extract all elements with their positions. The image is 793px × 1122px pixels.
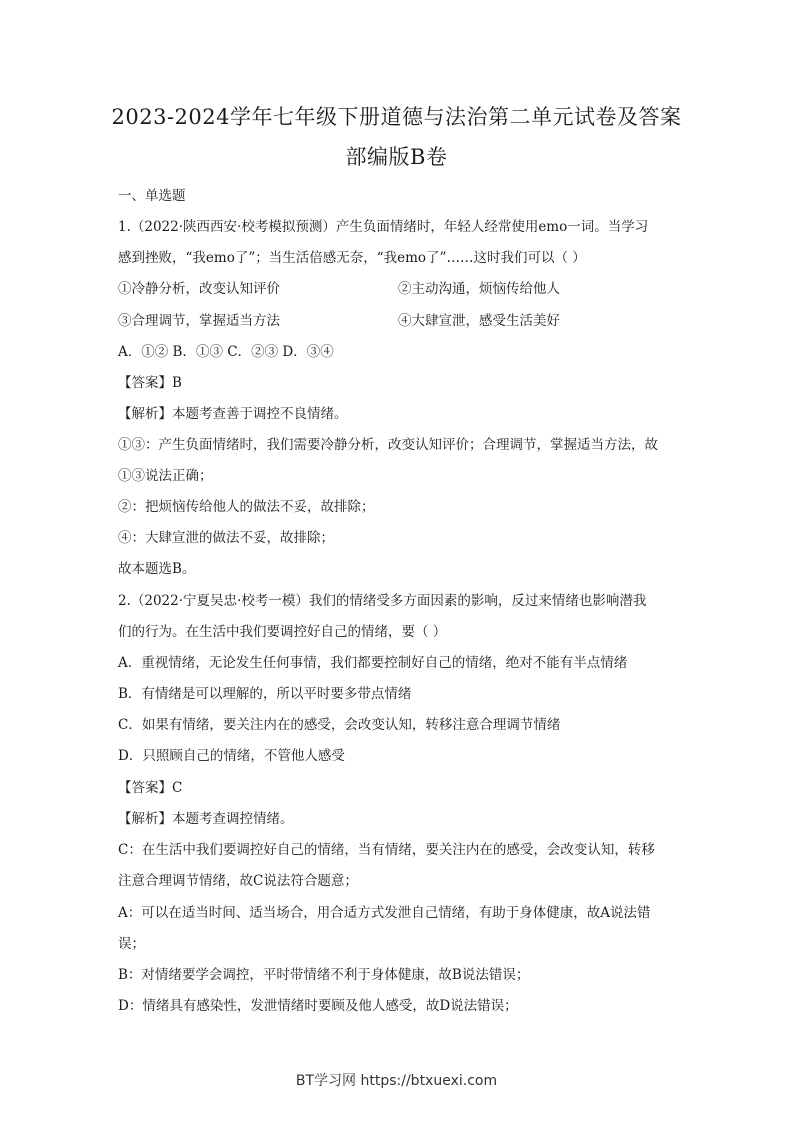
q1-choices: A．①② B．①③ C．②③ D．③④ (118, 344, 334, 360)
q1-analysis-line1: 【解析】本题考查善于调控不良情绪。 (118, 406, 348, 422)
q2-analysis-line1: 【解析】本题考查调控情绪。 (118, 811, 294, 827)
q1-stem-line1: 1.（2022·陕西西安·校考模拟预测）产生负面情绪时，年轻人经常使用emo一词。当学习 (118, 219, 649, 235)
q2-option-c: C．如果有情绪，要关注内在的感受，会改变认知，转移注意合理调节情绪 (118, 717, 561, 733)
q2-analysis-line4: A：可以在适当时间、适当场合，用合适方式发泄自己情绪，有助于身体健康，故A说法错 (118, 905, 651, 921)
q2-stem-line1: 2.（2022·宁夏吴忠·校考一模）我们的情绪受多方面因素的影响，反过来情绪也影响潜我 (118, 593, 647, 609)
q1-analysis-line3: ①③说法正确； (118, 468, 213, 484)
q2-analysis-line7: D：情绪具有感染性，发泄情绪时要顾及他人感受，故D说法错误； (118, 998, 518, 1014)
section-heading: 一、单选题 (118, 188, 186, 204)
q2-analysis-line6: B：对情绪要学会调控，平时带情绪不利于身体健康，故B说法错误； (118, 967, 530, 983)
q2-analysis-line2: C：在生活中我们要调控好自己的情绪，当有情绪，要关注内在的感受，会改变认知，转移 (118, 842, 655, 858)
q2-stem-line2: 们的行为。在生活中我们要调控好自己的情绪，要（ ） (118, 624, 447, 640)
q2-option-b: B．有情绪是可以理解的，所以平时要多带点情绪 (118, 686, 412, 702)
q1-option-1: ①冷静分析，改变认知评价 (118, 281, 280, 297)
doc-title-line1: 2023-2024学年七年级下册道德与法治第二单元试卷及答案 (111, 105, 682, 129)
q2-option-d: D．只照顾自己的情绪，不管他人感受 (118, 748, 345, 764)
q2-analysis-line3: 注意合理调节情绪，故C说法符合题意； (118, 873, 358, 889)
q1-answer: 【答案】B (118, 375, 182, 391)
q2-analysis-line5: 误； (118, 936, 145, 952)
q1-option-4: ④大肆宣泄，感受生活美好 (398, 313, 560, 329)
q1-analysis-line6: 故本题选B。 (118, 561, 196, 577)
q1-option-2: ②主动沟通，烦恼传给他人 (398, 281, 560, 297)
q1-analysis-line2: ①③：产生负面情绪时，我们需要冷静分析，改变认知评价；合理调节，掌握适当方法，故 (118, 437, 658, 453)
q2-answer: 【答案】C (118, 780, 183, 796)
doc-title-line2: 部编版B卷 (345, 145, 448, 169)
q1-stem-line2: 感到挫败，“我emo了”；当生活倍感无奈，“我emo了”……这时我们可以（ ） (118, 250, 586, 266)
q1-option-3: ③合理调节，掌握适当方法 (118, 313, 280, 329)
q1-analysis-line5: ④：大肆宣泄的做法不妥，故排除； (118, 530, 334, 546)
footer-watermark: BT学习网 https://btxuexi.com (295, 1073, 498, 1089)
q2-option-a: A．重视情绪，无论发生任何事情，我们都要控制好自己的情绪，绝对不能有半点情绪 (118, 655, 628, 671)
q1-analysis-line4: ②：把烦恼传给他人的做法不妥，故排除； (118, 499, 375, 515)
